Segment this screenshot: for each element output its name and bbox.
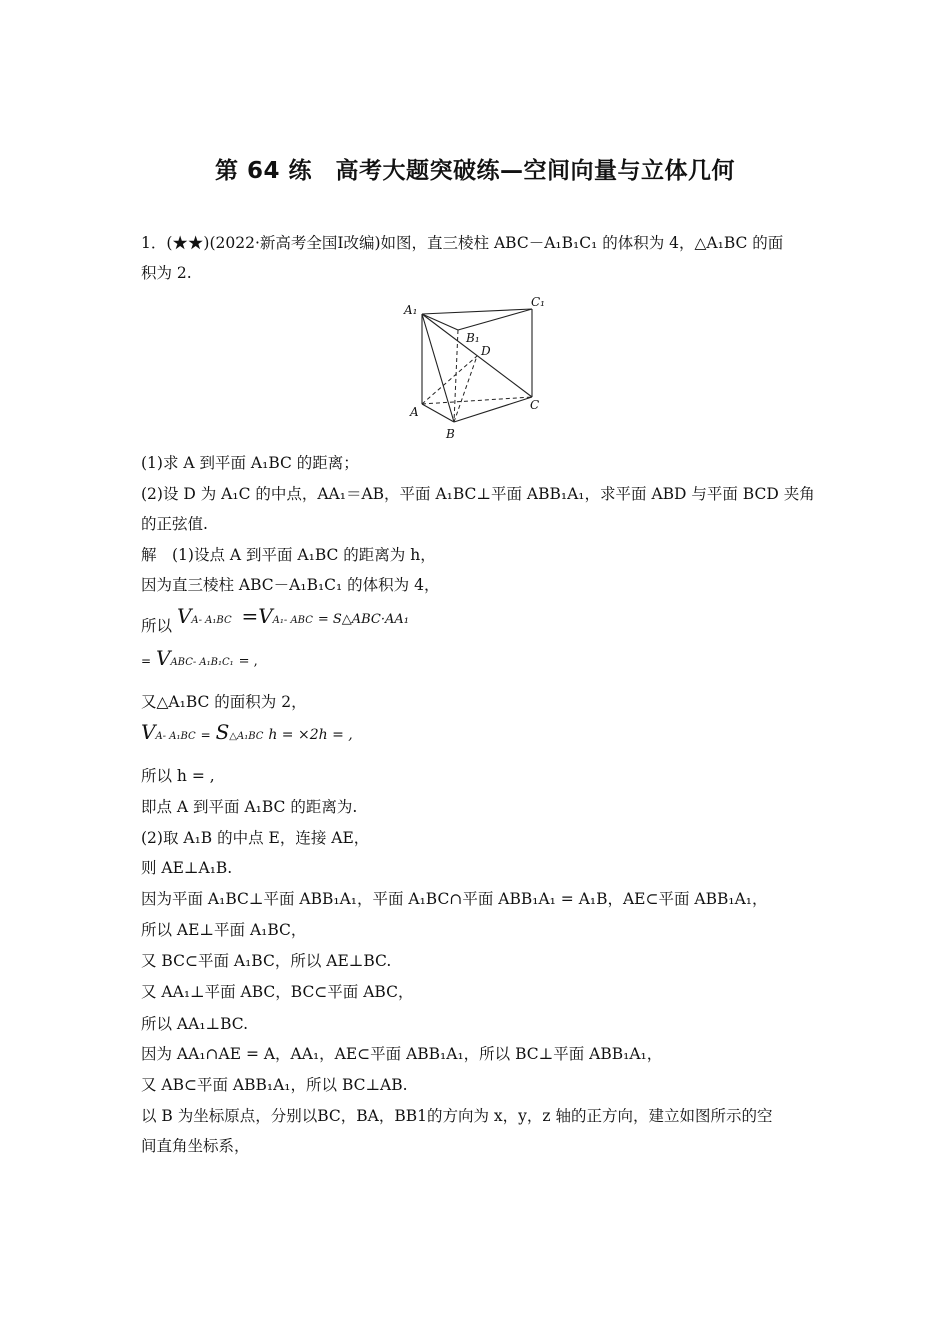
solution-line-12: 所以 AA₁⊥BC. (141, 1015, 249, 1033)
solution-line-4: 所以 h = , (141, 767, 215, 785)
solution-line-11: 又 AA₁⊥平面 ABC，BC⊂平面 ABC， (141, 983, 414, 1001)
solution-line-6: (2)取 A₁B 的中点 E，连接 AE， (141, 829, 370, 847)
solution-line-7: 则 AE⊥A₁B. (141, 859, 233, 877)
solution-line-15: 以 B 为坐标原点，分别以BC，BA，BB1的方向为 x，y，z 轴的正方向，建立如图所示的空 (141, 1107, 773, 1125)
problem-line-2: 积为 2. (141, 264, 192, 282)
question-2a: (2)设 D 为 A₁C 的中点，AA₁＝AB，平面 A₁BC⊥平面 ABB₁A₁，求平面 ABD 与平面 BCD 夹角 (141, 485, 815, 503)
label-a: A (410, 405, 419, 419)
question-1: (1)求 A 到平面 A₁BC 的距离； (141, 454, 359, 472)
prism-diagram (398, 292, 550, 444)
solution-line-1: 解 (1)设点 A 到平面 A₁BC 的距离为 h， (141, 546, 436, 564)
formula-volume-2: = VABC- A₁B₁C₁ = , (141, 646, 258, 670)
page-title: 第 64 练 高考大题突破练—空间向量与立体几何 (214, 158, 736, 184)
solution-line-2: 因为直三棱柱 ABC－A₁B₁C₁ 的体积为 4， (141, 576, 440, 594)
formula-volume-1: 所以 VA- A₁BC =VA₁- ABC = S△ABC·AA₁ (141, 604, 409, 635)
label-a1: A₁ (404, 303, 418, 317)
prism-figure (398, 292, 550, 444)
problem-line-1: 1．(★★)(2022·新高考全国Ⅰ改编)如图，直三棱柱 ABC－A₁B₁C₁ 的体积为 4，△A₁BC 的面 (141, 234, 784, 252)
edge-a1b (422, 314, 454, 422)
solution-line-5: 即点 A 到平面 A₁BC 的距离为. (141, 798, 358, 816)
solution-line-3: 又△A₁BC 的面积为 2， (141, 693, 307, 711)
label-b1: B₁ (466, 331, 480, 345)
solution-line-8: 因为平面 A₁BC⊥平面 ABB₁A₁，平面 A₁BC∩平面 ABB₁A₁ = A₁B，AE⊂平面 ABB₁A₁， (141, 890, 768, 908)
solution-line-14: 又 AB⊂平面 ABB₁A₁，所以 BC⊥AB. (141, 1076, 408, 1094)
solution-line-10: 又 BC⊂平面 A₁BC，所以 AE⊥BC. (141, 952, 392, 970)
solution-line-9: 所以 AE⊥平面 A₁BC， (141, 921, 307, 939)
edge-a1c (422, 314, 532, 397)
label-d: D (481, 344, 491, 358)
label-b: B (446, 427, 455, 441)
formula-volume-3: VA- A₁BC = S△A₁BC h = ×2h = , (141, 720, 353, 744)
solution-line-13: 因为 AA₁∩AE = A，AA₁，AE⊂平面 ABB₁A₁，所以 BC⊥平面 ABB₁A₁， (141, 1045, 663, 1063)
label-c1: C₁ (531, 295, 545, 309)
label-c: C (530, 398, 540, 412)
solution-line-16: 间直角坐标系， (141, 1137, 250, 1155)
question-2b: 的正弦值. (141, 515, 208, 533)
edge-ac-hidden (422, 397, 532, 404)
